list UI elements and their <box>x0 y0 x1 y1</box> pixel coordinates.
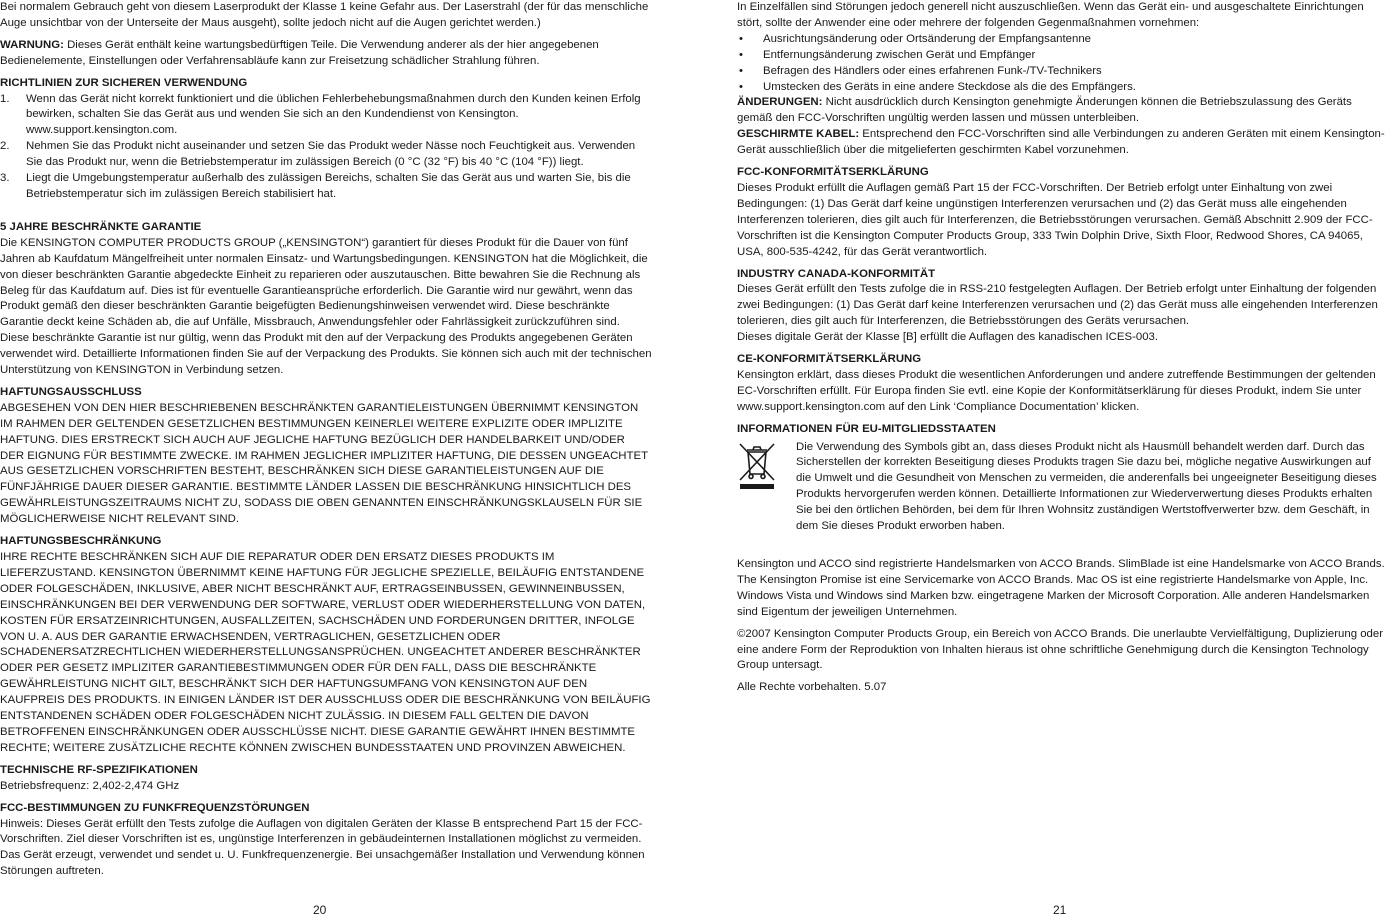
crossed-out-wheelie-bin-icon <box>737 441 777 491</box>
fcc-heading: FCC-BESTIMMUNGEN ZU FUNKFREQUENZSTÖRUNGEN <box>0 801 310 814</box>
disclaimer-text: ABGESEHEN VON DEN HIER BESCHRIEBENEN BESCHRÄNKTEN GARANTIELEISTUNGEN ÜBERNIMMT KENSINGTON IM RAHMEN DER GELTENDEN GESETZLICHEN BESTIMMUNGEN KEINERLEI WEITERE EXPLIZITE ODER IMPLIZITE HAFTUNG. DIES ERSTRECKT SICH AUCH AUF JEGLICHE HAFTUNG BEZÜGLICH DER HANDELBARKEIT UND/ODER DER EIGNUNG FÜR BESTIMMTE ZWECKE. IM RAHMEN JEGLICHER IMPLIZITER HAFTUNG, DIE DESSEN UNGEACHTET AUS GESETZLICHEN VORSCHRIFTEN BESTEHT, BESCHRÄNKEN SICH DIESE GARANTIELEISTUNGEN AUF DIE FÜNFJÄHRIGE DAUER DIESER GARANTIE. BESTIMMTE LÄNDER LASSEN DIE BESCHRÄNKUNG HINSICHTLICH DES GEWÄHRLEISTUNGSZEITRAUMS NICHT ZU, SODASS DIE OBEN GENANNTEN EINSCHRÄNKUNGSKLAUSELN FÜR SIE MÖGLICHERWEISE NICHT RELEVANT SIND. <box>0 401 648 526</box>
rf-spec-text: Betriebsfrequenz: 2,402-2,474 GHz <box>0 779 180 792</box>
rights-text: Alle Rechte vorbehalten. 5.07 <box>737 681 887 694</box>
fcc-text: Hinweis: Dieses Gerät erfüllt den Tests zufolge die Auflagen von digitalen Geräten der Klasse B entsprechend Part 15 der FCC-Vorschriften. Ziel dieser Vorschriften ist es, ungünstige Interferenzen in gebäudeinternen Installationen möglichst zu vermeiden. Das Gerät erzeugt, verwendet und sendet u. U. Funkfrequenzenergie. Bei unsachgemäßer Installation und Verwendung können Störungen auftreten. <box>0 817 645 878</box>
eu-text: Die Verwendung des Symbols gibt an, dass dieses Produkt nicht als Hausmüll behandelt werden darf. Durch das Sicherstellen der korrekten Beseitigung dieses Produkts tragen Sie dazu bei, mögliche negative Auswirkungen auf die Umwelt und die Gesundheit von Menschen zu vermeiden, die anderenfalls bei ungeeigneter Beseitigung dieses Produkts hervorgerufen werden können. Detaillierte Informationen zur Wiederverwertung dieses Produkts erhalten Sie bei den örtlichen Behörden, bei dem für Ihren Wohnsitz zuständigen Wertstoffverwerter bzw. dem Geschäft, in dem Sie dieses Produkt erworben haben. <box>796 440 1377 533</box>
page-number-left: 20 <box>313 903 327 917</box>
rf-spec-heading: TECHNISCHE RF-SPEZIFIKATIONEN <box>0 763 198 776</box>
eu-heading: INFORMATIONEN FÜR EU-MITGLIEDSSTAATEN <box>737 422 996 435</box>
trademarks-text: Kensington und ACCO sind registrierte Handelsmarken von ACCO Brands. SlimBlade ist eine Handelsmarke von ACCO Brands. The Kensington Promise ist eine Servicemarke von ACCO Brands. Mac OS ist eine registrierte Handelsmarke von Apple, Inc. Windows Vista und Windows sind Marken bzw. eingetragene Marken der Microsoft Corporation. Alle anderen Handelsmarken sind Eigentum der jeweiligen Unternehmen. <box>737 558 1385 618</box>
weee-block <box>737 440 1386 535</box>
list-item <box>737 80 1386 96</box>
measures-list <box>737 32 1386 96</box>
laser-notice: Bei normalem Gebrauch geht von diesem Laserprodukt der Klasse 1 keine Gefahr aus. Der Laserstrahl (der für das menschliche Auge unsichtbar von der Unterseite der Maus ausgeht), sollte jedoch nicht auf die Augen gerichtet werden.) <box>0 1 649 29</box>
cable-text: Entsprechend den FCC-Vorschriften sind alle Verbindungen zu anderen Geräten mit einem Kensington-Gerät ausschließlich über die mitgelieferten geschirmten Kabel vorzunehmen. <box>737 128 1385 157</box>
safety-heading: RICHTLINIEN ZUR SICHEREN VERWENDUNG <box>0 76 248 89</box>
liability-text: IHRE RECHTE BESCHRÄNKEN SICH AUF DIE REPARATUR ODER DEN ERSATZ DIESES PRODUKTS IM LIEFERZUSTAND. KENSINGTON ÜBERNIMMT KEINE HAFTUNG FÜR JEGLICHE SPEZIELLE, BEILÄUFIG ENTSTANDENE ODER FOLGESCHÄDEN, INKLUSIVE, ABER NICHT BESCHRÄNKT AUF, ERTRAGSEINBUSSEN, GEWINNEINBUSSEN, EINSCHRÄNKUNGEN BEI DER VERWENDUNG DER SOFTWARE, VERLUST ODER WIEDERHERSTELLUNG VON DATEN, KOSTEN FÜR ERSATZEINRICHTUNGEN, AUSFALLZEITEN, SACHSCHÄDEN UND FORDERUNGEN DRITTER, INFOLGE VON U. A. AUS DER GARANTIE ERWACHSENDEN, VERTRAGLICHEN, GESETZLICHEN ODER SCHADENERSATZRECHTLICHEN WIEDERHERSTELLUNGSANSPRÜCHEN. UNGEACHTET ANDERER BESCHRÄNKTER ODER PER GESETZ IMPLIZITER GARANTIEBESTIMMUNGEN ODER FÜR DEN FALL, DASS DIE BESCHRÄNKTE GEWÄHRLEISTUNG NICHT GILT, BESCHRÄNKT SICH DER HAFTUNGSUMFANG VON KENSINGTON AUF DEN KAUFPREIS DES PRODUKTS. IN EINIGEN LÄNDER IST DER AUSSCHLUSS ODER DIE BESCHRÄNKUNG VON BEILÄUFIG ENTSTANDENEN SCHÄDEN ODER FOLGESCHÄDEN NICHT ZULÄSSIG. IN DIESEM FALL GELTEN DIE DAVON BETROFFENEN EINSCHRÄNKUNGEN ODER AUSSCHLÜSSE NICHT. DIESE GARANTIE GEWÄHRT IHNEN BESTIMMTE RECHTE; WEITERE ZUSÄTZLICHE RECHTE KÖNNEN ZWISCHEN BUNDESSTAATEN UND PROVINZEN ABWEICHEN. <box>0 551 651 754</box>
list-text: Entfernungsänderung zwischen Gerät und Empfänger <box>763 48 1036 61</box>
bullet: • <box>739 64 743 77</box>
fcc-conformity-heading: FCC-KONFORMITÄTSERKLÄRUNG <box>737 166 929 179</box>
list-item <box>0 171 652 203</box>
list-text: Befragen des Händlers oder eines erfahrenen Funk-/TV-Technikers <box>763 64 1102 77</box>
right-page <box>737 0 1386 696</box>
page-number-right: 21 <box>1053 903 1067 917</box>
safety-list <box>0 92 652 203</box>
list-text: Umstecken des Geräts in eine andere Steckdose als die des Empfängers. <box>763 80 1136 93</box>
list-text: Ausrichtungsänderung oder Ortsänderung der Empfangsantenne <box>763 32 1092 45</box>
changes-label: ÄNDERUNGEN: <box>737 96 823 109</box>
list-text: Liegt die Umgebungstemperatur außerhalb des zulässigen Bereichs, schalten Sie das Gerät aus und warten Sie, bis die Betriebstemperatur sich im zulässigen Bereich stabilisiert hat. <box>26 172 631 200</box>
bullet: • <box>739 80 743 93</box>
warning-label: WARNUNG: <box>0 38 64 51</box>
changes-paragraph <box>737 95 1386 127</box>
warning-text: Dieses Gerät enthält keine wartungsbedürftigen Teile. Die Verwendung anderer als der hier angegebenen Bedienelemente, Einstellungen oder Verfahrensabläufe kann zur Freisetzung schädlicher Strahlung führen. <box>0 38 599 67</box>
liability-heading: HAFTUNGSBESCHRÄNKUNG <box>0 535 162 548</box>
list-item <box>0 139 652 171</box>
interference-intro: In Einzelfällen sind Störungen jedoch generell nicht auszuschließen. Wenn das Gerät ein- und ausgeschaltete Einrichtungen stört, sollte der Anwender eine oder mehrere der folgenden Gegenmaßnahmen vornehmen: <box>737 1 1364 29</box>
canada-ices-text: Dieses digitale Gerät der Klasse [B] erfüllt die Auflagen des kanadischen ICES-003. <box>737 331 1159 344</box>
canada-text: Dieses Gerät erfüllt den Tests zufolge die in RSS-210 festgelegten Auflagen. Der Betrieb erfolgt unter Einhaltung der folgenden zwei Bedingungen: (1) Das Gerät darf keine Interferenzen verursachen und (2) das Gerät muss alle eingehenden Interferenzen tolerieren, dies gilt auch für Interferenzen, die Betriebsstörungen des Geräts verursachen. <box>737 283 1378 328</box>
list-item <box>0 92 652 140</box>
list-text: Wenn das Gerät nicht korrekt funktioniert und die üblichen Fehlerbehebungsmaßnahmen durch den Kunden keinen Erfolg bewirken, schalten Sie das Gerät aus und wenden Sie sich an den Kundendienst von Kensington. www.support.kensington.com. <box>26 92 641 137</box>
disclaimer-heading: HAFTUNGSAUSSCHLUSS <box>0 385 142 398</box>
changes-text: Nicht ausdrücklich durch Kensington genehmigte Änderungen können die Betriebszulassung des Geräts gemäß den FCC-Vorschriften ungültig werden lassen und müssen unterbleiben. <box>737 96 1352 125</box>
left-page <box>0 0 652 880</box>
list-item <box>737 48 1386 64</box>
warranty-heading: 5 JAHRE BESCHRÄNKTE GARANTIE <box>0 220 202 233</box>
bullet: • <box>739 48 743 61</box>
list-number: 3. <box>0 172 10 185</box>
list-number: 1. <box>0 92 10 105</box>
list-text: Nehmen Sie das Produkt nicht auseinander und setzen Sie das Produkt weder Nässe noch Feuchtigkeit aus. Verwenden Sie das Produkt nur, wenn die Betriebstemperatur im zulässigen Bereich (0 °C (32 °F) bis 40 °C (104 °F)) liegt. <box>26 140 636 169</box>
fcc-conformity-text: Dieses Produkt erfüllt die Auflagen gemäß Part 15 der FCC-Vorschriften. Der Betrieb erfolgt unter Einhaltung von zwei Bedingungen: (1) Das Gerät darf keine ungünstigen Interferenzen verursachen und (2) das Gerät muss alle eingehenden Interferenzen tolerieren, dies gilt auch für Interferenzen, die Betriebsstörungen verursachen. Gemäß Abschnitt 2.909 der FCC-Vorschriften ist die Kensington Computer Products Group, 333 Twin Dolphin Drive, Sixth Floor, Redwood Shores, CA 94065, USA, 800-535-4242, für das Gerät verantwortlich. <box>737 181 1373 258</box>
warning-paragraph <box>0 38 652 70</box>
cable-label: GESCHIRMTE KABEL: <box>737 128 860 141</box>
ce-heading: CE-KONFORMITÄTSERKLÄRUNG <box>737 353 922 366</box>
copyright-text: ©2007 Kensington Computer Products Group, ein Bereich von ACCO Brands. Die unerlaubte Vervielfältigung, Duplizierung oder eine andere Form der Reproduktion von Inhalten hieraus ist ohne schriftliche Genehmigung durch die Kensington Technology Group untersagt. <box>737 627 1384 672</box>
ce-text: Kensington erklärt, dass dieses Produkt die wesentlichen Anforderungen und andere zutreffende Bestimmungen der geltenden EC-Vorschriften erfüllt. Für Europa finden Sie evtl. eine Kopie der Konformitätserklärung für dieses Produkt, indem Sie unter www.support.kensington.com auf den Link ‘Compliance Documentation’ klicken. <box>737 368 1376 413</box>
cable-paragraph <box>737 127 1386 159</box>
list-item <box>737 32 1386 48</box>
list-item <box>737 64 1386 80</box>
warranty-text: Die KENSINGTON COMPUTER PRODUCTS GROUP („KENSINGTON“) garantiert für dieses Produkt für die Dauer von fünf Jahren ab Kaufdatum Mängelfreiheit unter normalen Einsatz- und Wartungsbedingungen. KENSINGTON hat die Möglichkeit, die von dieser beschränkten Garantie abgedeckte Einheit zu reparieren oder auszutauschen. Bitte bewahren Sie die Rechnung als Beleg für das Kaufdatum auf. Dies ist für eventuelle Garantieansprüche erforderlich. Die Garantie wird nur gewährt, wenn das Produkt gemäß den dieser beschränkten Garantie beigefügten Bedienungshinweisen verwendet wird. Diese beschränkte Garantie deckt keine Schäden ab, die auf Unfälle, Missbrauch, Anwendungsfehler oder Fahrlässigkeit zurückzuführen sind. Diese beschränkte Garantie ist nur gültig, wenn das Produkt mit den auf der Verpackung des Produkts angegebenen Geräten verwendet wird. Detaillierte Informationen finden Sie auf der Verpackung des Produkts. Sie können sich auch mit der technischen Unterstützung von KENSINGTON in Verbindung setzen. <box>0 236 652 377</box>
canada-heading: INDUSTRY CANADA-KONFORMITÄT <box>737 267 936 280</box>
bullet: • <box>739 32 743 45</box>
list-number: 2. <box>0 140 10 153</box>
